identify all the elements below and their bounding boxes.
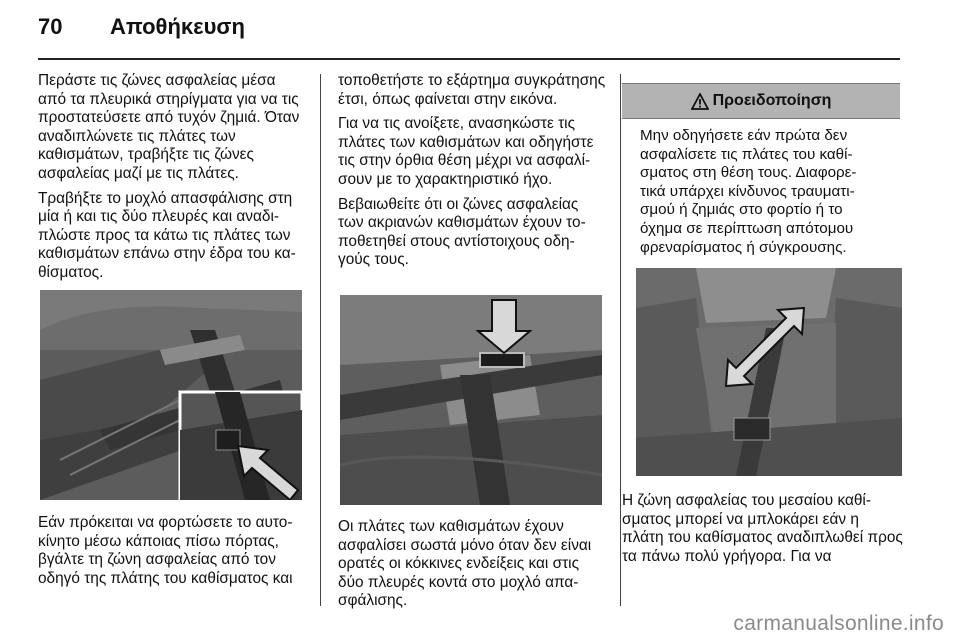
page-title: Αποθήκευση — [110, 14, 245, 39]
page-header — [38, 14, 245, 54]
paragraph: Εάν πρόκειται να φορτώσετε το αυτο-κίνητο μέσω κάποιας πίσω πόρτας, βγάλτε τη ζώνη ασφαλείας από τον οδηγό της πλάτης του καθίσματος και — [38, 514, 293, 587]
paragraph: Βεβαιωθείτε ότι οι ζώνες ασφαλείας των ακριανών καθισμάτων έχουν το-ποθετηθεί στους αντίστοιχους οδη-γούς τους. — [338, 195, 586, 269]
warning-box — [622, 83, 900, 259]
watermark: carmanualsonline.info — [733, 612, 944, 635]
middle-seatbelt-photo — [636, 268, 902, 476]
paragraph: Η ζώνη ασφαλείας του μεσαίου καθί-σματος μπορεί να μπλοκάρει εάν η πλάτη του καθίσματος αναδιπλωθεί προς τα πάνω πολύ γρήγορα. Για να — [622, 492, 903, 565]
belt-holder-illustration — [340, 295, 602, 505]
paragraph: τοποθετήστε το εξάρτημα συγκράτησης έτσι, όπως φαίνεται στην εικόνα. — [338, 72, 606, 108]
middle-seatbelt-illustration — [636, 268, 902, 476]
paragraph: Οι πλάτες των καθισμάτων έχουν ασφαλίσει σωστά μόνο όταν δεν είναι ορατές οι κόκκινες ενδείξεις και στις δύο πλευρές κοντά στο μοχλό απα-σφάλισης. — [338, 518, 592, 610]
column-2-text-bottom — [338, 518, 606, 617]
header-rule — [38, 58, 900, 60]
column-2-text — [338, 72, 606, 276]
belt-holder-photo — [340, 295, 602, 505]
warning-triangle-icon — [691, 93, 709, 110]
seatbelt-guide-illustration — [40, 290, 302, 500]
paragraph: Περάστε τις ζώνες ασφαλείας μέσα από τα πλευρικά στηρίγματα για να τις προστατεύσετε από τυχόν ζημιά. Όταν αναδιπλώνετε τις πλάτες των καθισμάτων, τραβήξτε τις ζώνες ασφαλείας μαζί με τις πλάτες. — [38, 72, 300, 182]
column-divider-2 — [620, 74, 621, 606]
warning-header — [622, 84, 900, 119]
paragraph: Για να τις ανοίξετε, ανασηκώστε τις πλάτες των καθισμάτων και οδηγήστε τις στην όρθια θέση μέχρι να ασφαλί-σουν με το χαρακτηριστικό ήχο. — [338, 115, 594, 188]
page-number: 70 — [38, 14, 63, 39]
column-divider-1 — [320, 74, 321, 606]
column-1-text — [38, 72, 306, 289]
warning-text: Μην οδηγήσετε εάν πρώτα δεν ασφαλίσετε τις πλάτες του καθί-σματος στη θέση τους. Διαφορε-τικά υπάρχει κίνδυνος τραυματι-σμού ή ζημιάς στο φορτίο ή το όχημα σε περίπτωση απότομου φρεναρίσματος ή σύγκρουσης. — [640, 127, 857, 256]
column-1-text-bottom — [38, 514, 306, 594]
column-3-text — [622, 492, 904, 572]
paragraph: Τραβήξτε το μοχλό απασφάλισης στη μία ή και τις δύο πλευρές και αναδι-πλώστε προς τα κάτω τις πλάτες των καθισμάτων επάνω στην έδρα του κα-θίσματος. — [38, 189, 296, 281]
seatbelt-guide-photo — [40, 290, 302, 500]
warning-title: Προειδοποίηση — [712, 92, 832, 109]
